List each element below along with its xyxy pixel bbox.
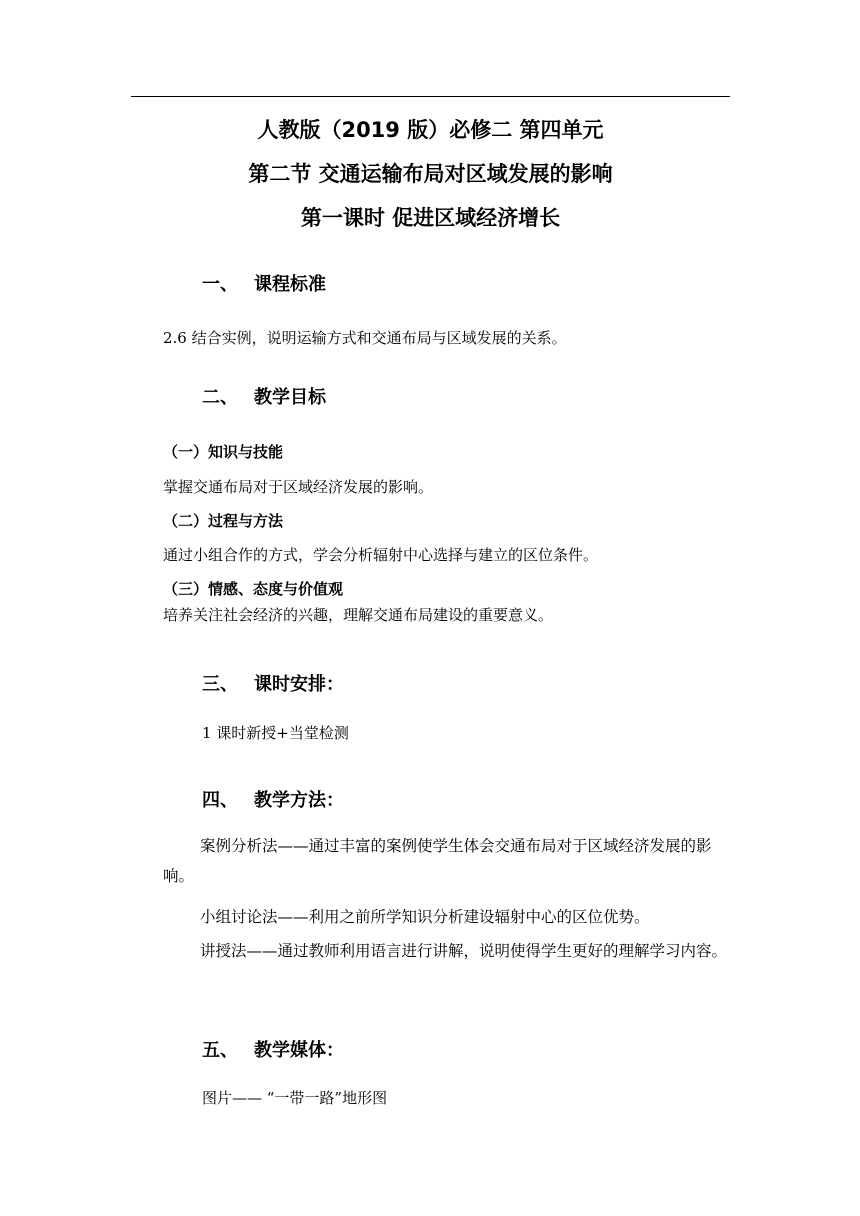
media-text: 图片—— “一带一路”地形图 [202,1089,388,1107]
section-number: 一、 [202,274,238,295]
curriculum-text: 2.6 结合实例，说明运输方式和交通布局与区域发展的关系。 [163,329,567,347]
section-label: 教学目标 [254,387,326,408]
schedule-text: 1 课时新授+当堂检测 [202,724,349,742]
method-case-analysis: 案例分析法——通过丰富的案例使学生体会交通布局对于区域经济发展的影响。 [163,837,712,885]
document-title-edition: 人教版（2019 版）必修二 第四单元 [257,118,604,142]
section-label: 课程标准 [254,274,326,295]
section-number: 五、 [202,1040,238,1061]
subheading-knowledge: （一）知识与技能 [163,443,284,461]
objective-attitude-text: 培养关注社会经济的兴趣，理解交通布局建设的重要意义。 [163,606,554,624]
objective-knowledge-text: 掌握交通布局对于区域经济发展的影响。 [163,478,434,496]
header-rule [131,96,730,97]
document-title-section: 第二节 交通运输布局对区域发展的影响 [248,162,613,186]
section-label: 教学媒体： [254,1040,344,1061]
subheading-process: （二）过程与方法 [163,512,284,530]
document-title-lesson: 第一课时 促进区域经济增长 [300,206,561,230]
section-number: 四、 [202,790,238,811]
section-label: 教学方法： [254,790,344,811]
section-number: 三、 [202,674,238,695]
subheading-attitude: （三）情感、态度与价值观 [163,580,344,598]
section-number: 二、 [202,387,238,408]
method-group-discussion: 小组讨论法——利用之前所学知识分析建设辐射中心的区位优势。 [200,908,650,926]
objective-process-text: 通过小组合作的方式，学会分析辐射中心选择与建立的区位条件。 [163,546,599,564]
method-lecture: 讲授法——通过教师利用语言进行讲解，说明使得学生更好的理解学习内容。 [200,942,728,960]
section-label: 课时安排： [254,674,344,695]
